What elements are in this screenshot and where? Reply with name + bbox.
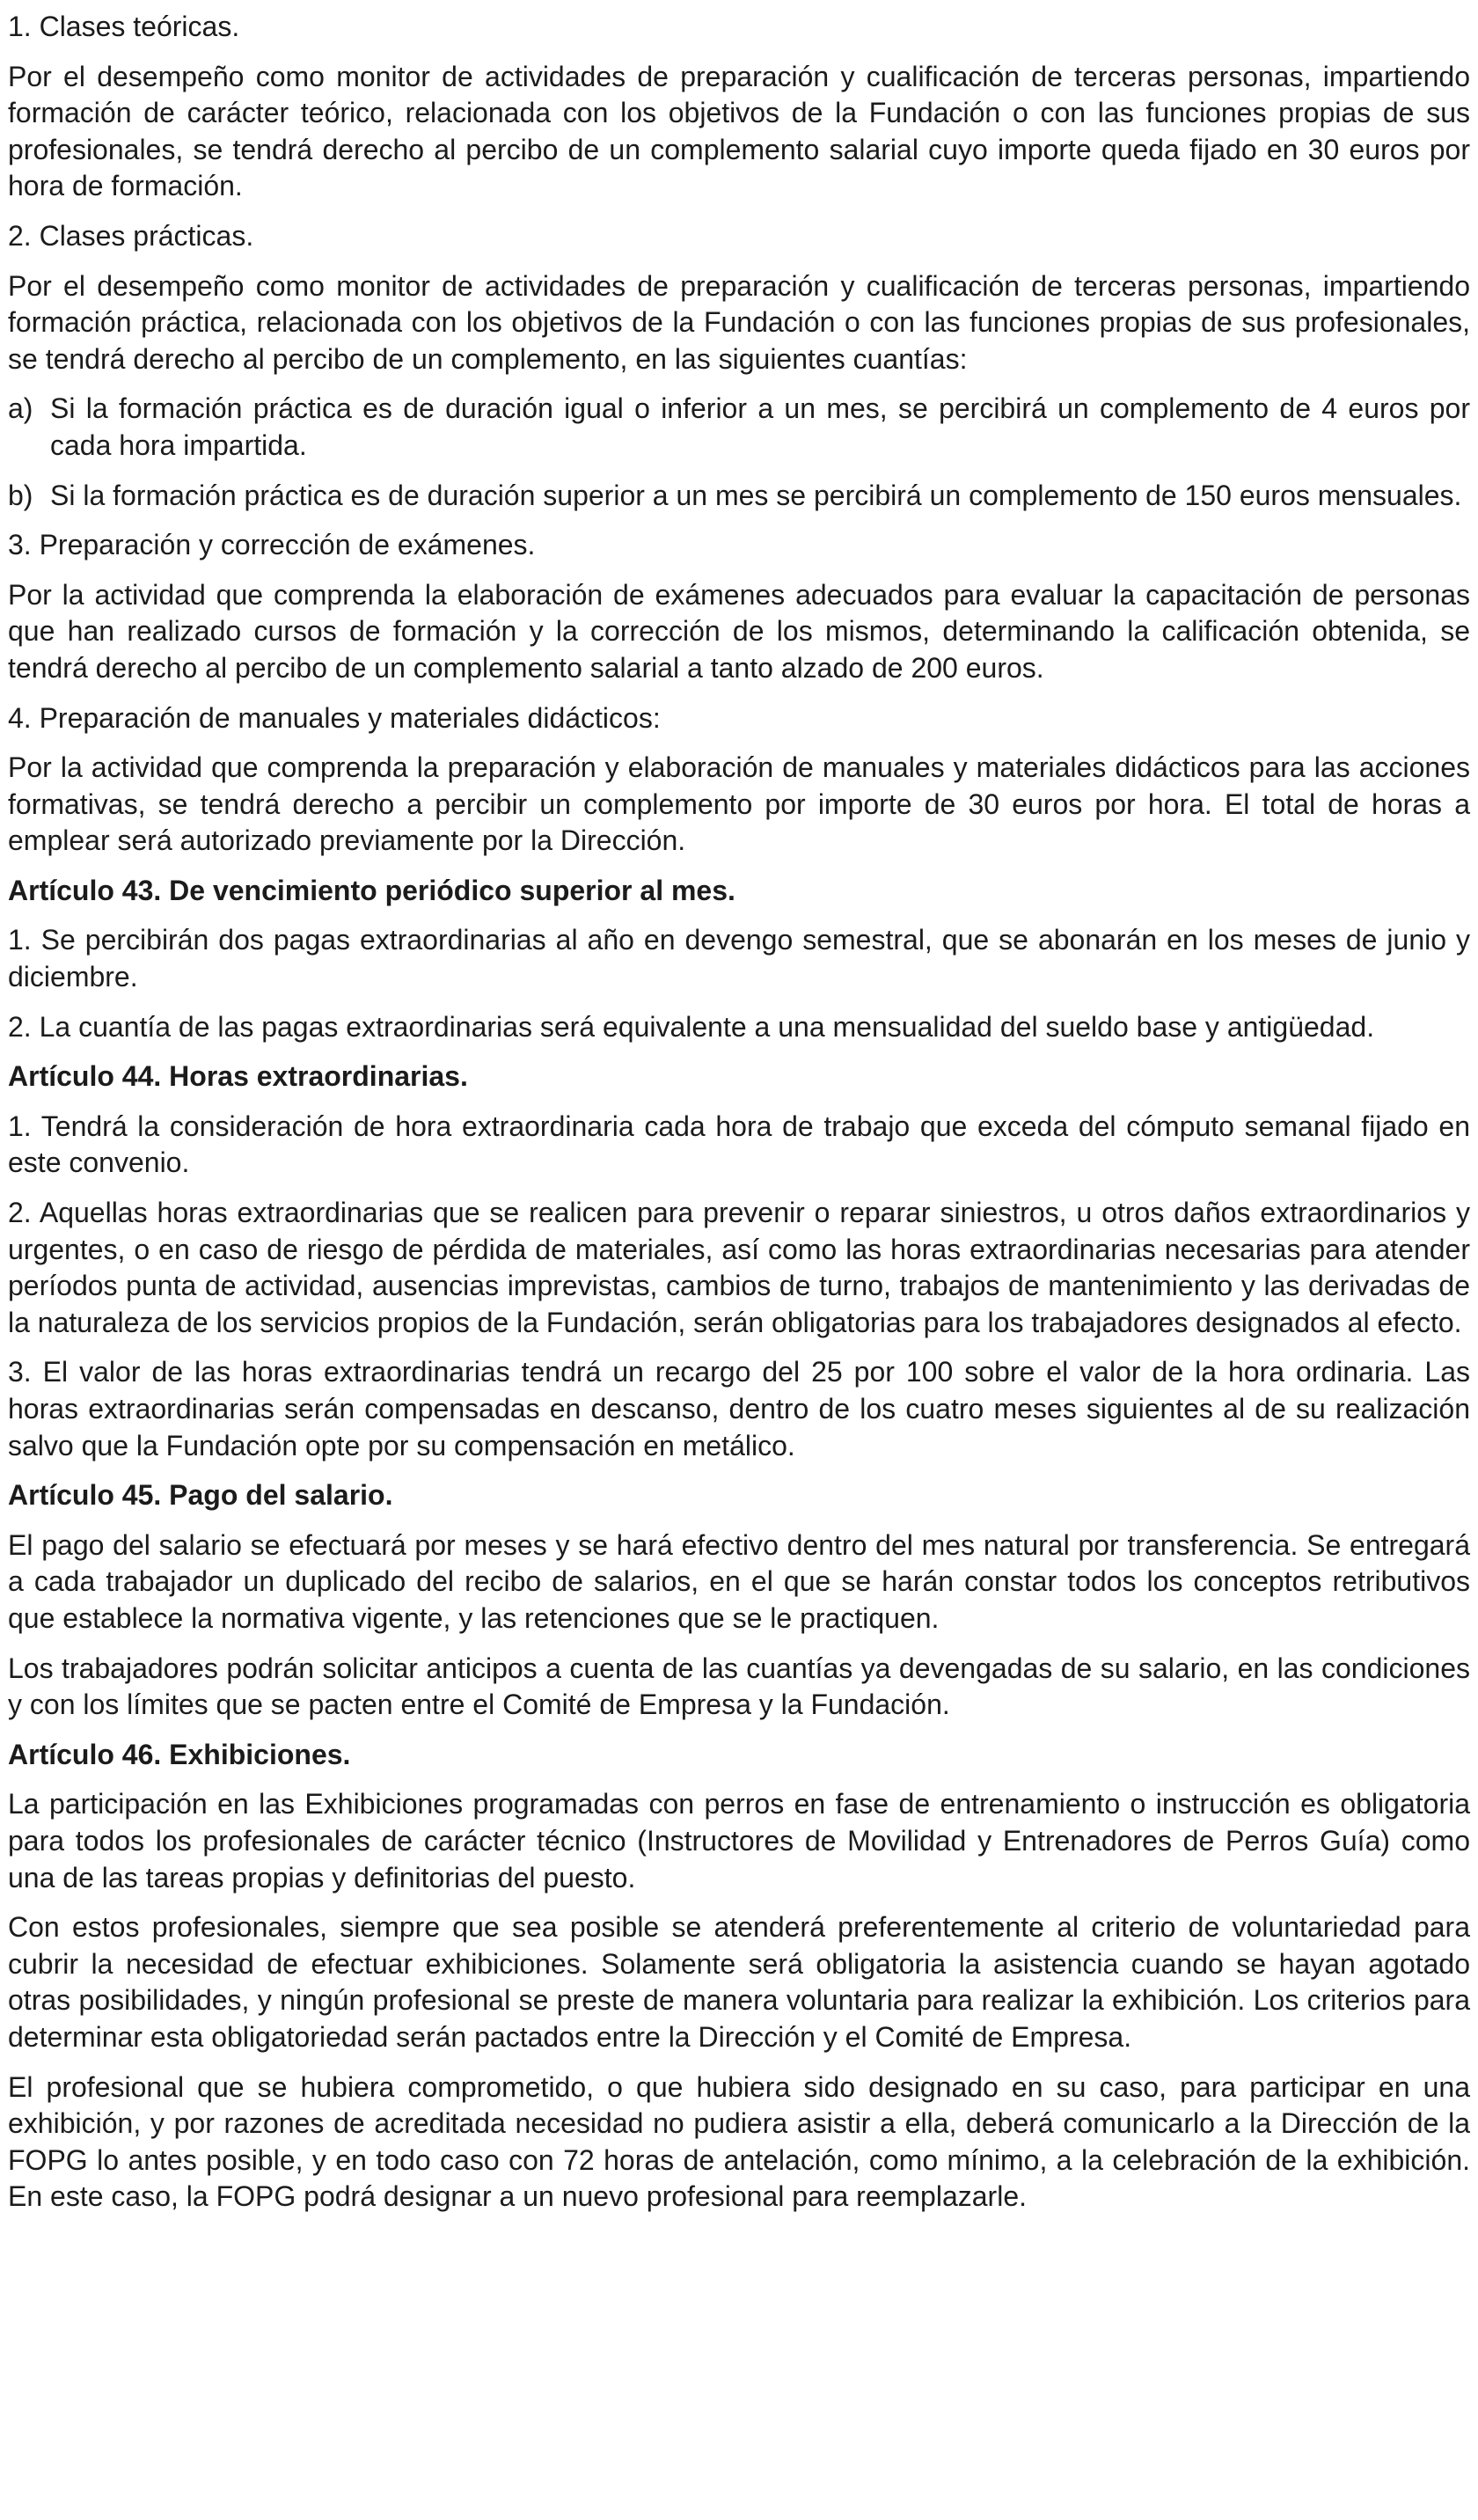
paragraph: Por el desempeño como monitor de actividades de preparación y cualificación de terceras personas, impartiendo formación práctica, relacionada con los objetivos de la Fundación o con las funciones propias de sus profesionales, se tendrá derecho al percibo de un complemento, en las siguientes cuantías: <box>8 269 1470 375</box>
section-title: 3. Preparación y corrección de exámenes. <box>8 529 536 561</box>
paragraph: 1. Tendrá la consideración de hora extraordinaria cada hora de trabajo que exceda del cómputo semanal fijado en este convenio. <box>8 1110 1470 1179</box>
list-marker: a) <box>8 392 33 425</box>
paragraph: 3. El valor de las horas extraordinarias tendrá un recargo del 25 por 100 sobre el valor de la hora ordinaria. Las horas extraordinarias serán compensadas en descanso, dentro de los cuatro meses siguientes al de su realización salvo que la Fundación opte por su compensación en metálico. <box>8 1356 1470 1461</box>
paragraph: 2. Aquellas horas extraordinarias que se realicen para prevenir o reparar siniestros, u otros daños extraordinarios y urgentes, o en caso de riesgo de pérdida de materiales, así como las horas extraordinarias necesarias para atender períodos punta de actividad, ausencias imprevistas, cambios de turno, trabajos de mantenimiento y las derivadas de la naturaleza de los servicios propios de la Fundación, serán obligatorias para los trabajadores designados al efecto. <box>8 1197 1470 1338</box>
article-heading: Artículo 45. Pago del salario. <box>8 1479 393 1512</box>
paragraph: Por el desempeño como monitor de actividades de preparación y cualificación de terceras personas, impartiendo formación de carácter teórico, relacionada con los objetivos de la Fundación o con las funciones propias de sus profesionales, se tendrá derecho al percibo de un complemento salarial cuyo importe queda fijado en 30 euros por hora de formación. <box>8 60 1470 202</box>
section-title: 2. Clases prácticas. <box>8 219 254 252</box>
article-heading: Artículo 44. Horas extraordinarias. <box>8 1060 468 1093</box>
list-item <box>8 478 1470 515</box>
article-heading: Artículo 43. De vencimiento periódico superior al mes. <box>8 874 735 906</box>
paragraph: 2. La cuantía de las pagas extraordinarias será equivalente a una mensualidad del sueldo base y antigüedad. <box>8 1010 1375 1043</box>
section-title: 4. Preparación de manuales y materiales didácticos: <box>8 701 661 734</box>
paragraph: Los trabajadores podrán solicitar anticipos a cuenta de las cuantías ya devengadas de su salario, en las condiciones y con los límites que se pacten entre el Comité de Empresa y la Fundación. <box>8 1652 1470 1721</box>
paragraph: Por la actividad que comprenda la preparación y elaboración de manuales y materiales didácticos para las acciones formativas, se tendrá derecho a percibir un complemento por importe de 30 euros por hora. El total de horas a emplear será autorizado previamente por la Dirección. <box>8 751 1470 857</box>
paragraph: El pago del salario se efectuará por meses y se hará efectivo dentro del mes natural por transferencia. Se entregará a cada trabajador un duplicado del recibo de salarios, en el que se harán constar todos los conceptos retributivos que establece la normativa vigente, y las retenciones que se le practiquen. <box>8 1528 1470 1634</box>
paragraph: El profesional que se hubiera comprometido, o que hubiera sido designado en su caso, para participar en una exhibición, y por razones de acreditada necesidad no pudiera asistir a ella, deberá comunicarlo a la Dirección de la FOPG lo antes posible, y en todo caso con 72 horas de antelación, como mínimo, a la celebración de la exhibición. En este caso, la FOPG podrá designar a un nuevo profesional para reemplazarle. <box>8 2070 1470 2213</box>
list-item <box>8 391 1470 464</box>
paragraph: Con estos profesionales, siempre que sea posible se atenderá preferentemente al criterio de voluntariedad para cubrir la necesidad de efectuar exhibiciones. Solamente será obligatoria la asistencia cuando se hayan agotado otras posibilidades, y ningún profesional se preste de manera voluntaria para realizar la exhibición. Los criterios para determinar esta obligatoriedad serán pactados entre la Dirección y el Comité de Empresa. <box>8 1911 1470 2053</box>
list-item-text: Si la formación práctica es de duración igual o inferior a un mes, se percibirá un complemento de 4 euros por cada hora impartida. <box>50 392 1470 461</box>
paragraph: 1. Se percibirán dos pagas extraordinarias al año en devengo semestral, que se abonarán en los meses de junio y diciembre. <box>8 924 1470 993</box>
article-heading: Artículo 46. Exhibiciones. <box>8 1738 351 1770</box>
paragraph: Por la actividad que comprenda la elaboración de exámenes adecuados para evaluar la capacitación de personas que han realizado cursos de formación y la corrección de los mismos, determinando la calificación obtenida, se tendrá derecho al percibo de un complemento salarial a tanto alzado de 200 euros. <box>8 578 1470 684</box>
section-title: 1. Clases teóricas. <box>8 11 240 42</box>
list-item-text: Si la formación práctica es de duración superior a un mes se percibirá un complemento de 150 euros mensuales. <box>50 479 1462 511</box>
paragraph: La participación en las Exhibiciones programadas con perros en fase de entrenamiento o instrucción es obligatoria para todos los profesionales de carácter técnico (Instructores de Movilidad y Entrenadores de Perros Guía) como una de las tareas propias y definitorias del puesto. <box>8 1788 1470 1894</box>
list-marker: b) <box>8 479 33 511</box>
